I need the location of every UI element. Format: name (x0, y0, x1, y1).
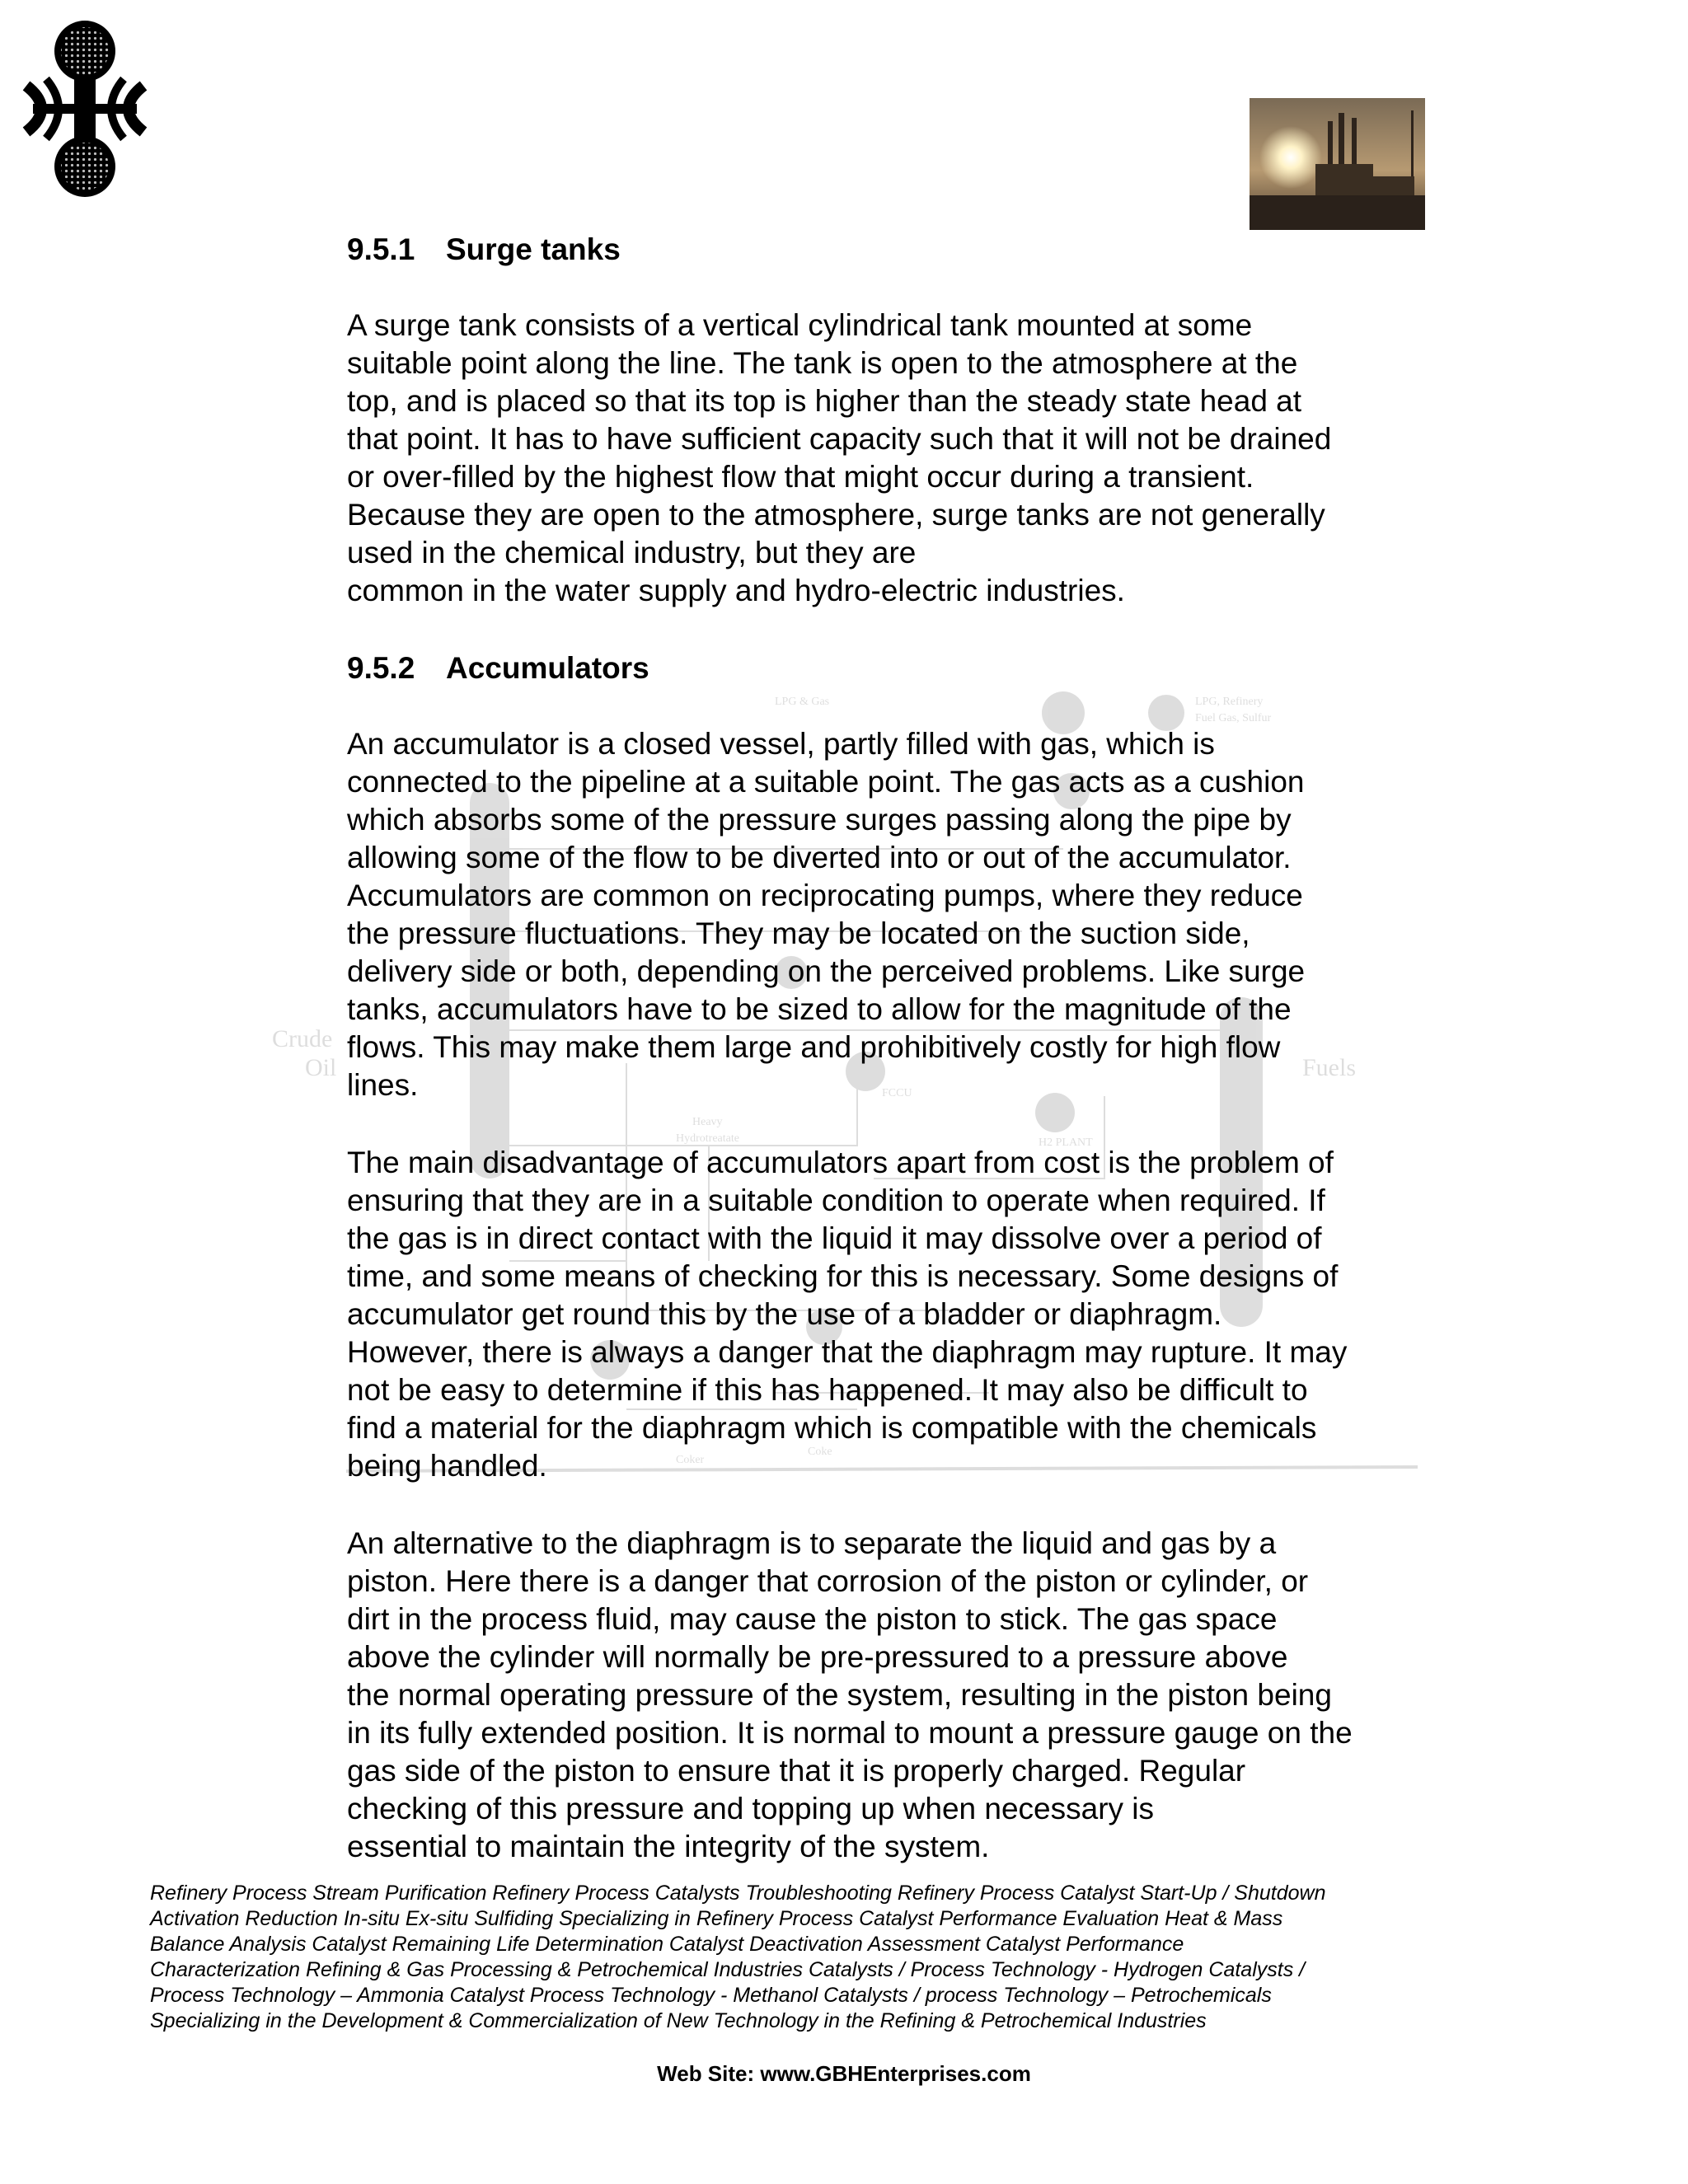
watermark-label: Crude (272, 1025, 333, 1052)
company-logo-icon (23, 18, 147, 199)
watermark-label: LPG & Gas (775, 696, 830, 708)
refinery-photo (1250, 98, 1425, 230)
watermark-label: Fuels (1302, 1054, 1357, 1081)
watermark-label: Hydrotreatate (676, 1132, 739, 1145)
section-title: Surge tanks (446, 232, 621, 266)
paragraph: The main disadvantage of accumulators apart from cost is the problem of ensuring that they are in a suitable condition to operate when required. If the gas is in direct contact with the liquid it may dissolve over a period of time, and some means of checking for this is necessary. Some designs of accumulator get round this by the use of a bladder or diaphragm. However, there is always a danger that the diaphragm may rupture. It may not be easy to determine if this has happened. It may also be difficult to find a material for the diaphragm which is compatible with the chemicals being handled. (347, 1146, 1348, 1483)
section-number: 9.5.2 (347, 651, 415, 685)
section-heading-accumulators (347, 649, 649, 687)
watermark-label: Coke (808, 1446, 832, 1458)
watermark-label: FCCU (882, 1087, 912, 1099)
watermark-label: Coker (676, 1454, 705, 1466)
footer-services-text: Refinery Process Stream Purification Refinery Process Catalysts Troubleshooting Refinery Process Catalyst Start-Up / Shutdown Activation Reduction In-situ Ex-situ Sulfiding Specializing in Refinery Process Catalyst Performance Evaluation Heat & Mass Balance Analysis Catalyst Remaining Life Determination Catalyst Deactivation Assessment Catalyst Performance Characterization Refining & Gas Processing & Petrochemical Industries Catalysts / Process Technology - Hydrogen Catalysts / Process Technology – Ammonia Catalyst Process Technology - Methanol Catalysts / process Technology – Petrochemicals Specializing in the Development & Commercialization of New Technology in the Refining & Petrochemical Industries (150, 1882, 1326, 2032)
section-number: 9.5.1 (347, 232, 415, 266)
watermark-label: Oil (305, 1054, 337, 1081)
paragraph: An accumulator is a closed vessel, partly filled with gas, which is connected to the pipeline at a suitable point. The gas acts as a cushion which absorbs some of the pressure surges passing along the pipe by allowing some of the flow to be diverted into or out of the accumulator. Accumulators are common on reciprocating pumps, where they reduce the pressure fluctuations. They may be located on the suction side, delivery side or both, depending on the perceived problems. Like surge tanks, accumulators have to be sized to allow for the magnitude of the flows. This may make them large and prohibitively costly for high flow lines. (347, 727, 1306, 1102)
footer-website: Web Site: www.GBHEnterprises.com (657, 2061, 1031, 2086)
watermark-label: H2 PLANT (1039, 1137, 1093, 1149)
watermark-label: LPG, Refinery (1195, 696, 1264, 708)
section-title: Accumulators (446, 651, 649, 685)
paragraph: An alternative to the diaphragm is to separate the liquid and gas by a piston. Here there is a danger that corrosion of the piston or cylinder, or dirt in the process fluid, may cause the piston to stick. The gas space above the cylinder will normally be pre-pressured to a pressure above the normal operating pressure of the system, resulting in the piston being in its fully extended position. It is normal to mount a pressure gauge on the gas side of the piston to ensure that it is properly charged. Regular checking of this pressure and topping up when necessary is essential to maintain the integrity of the system. (347, 1526, 1353, 1863)
paragraph: A surge tank consists of a vertical cylindrical tank mounted at some suitable point along the line. The tank is open to the atmosphere at the top, and is placed so that its top is higher than the steady state head at that point. It has to have sufficient capacity such that it will not be drained or over-filled by the highest flow that might occur during a transient. Because they are open to the atmosphere, surge tanks are not generally used in the chemical industry, but they are common in the water supply and hydro-electric industries. (347, 308, 1332, 607)
section-heading-surge-tanks (347, 231, 621, 269)
watermark-label: Fuel Gas, Sulfur (1195, 712, 1272, 724)
watermark-label: Heavy (692, 1116, 723, 1128)
